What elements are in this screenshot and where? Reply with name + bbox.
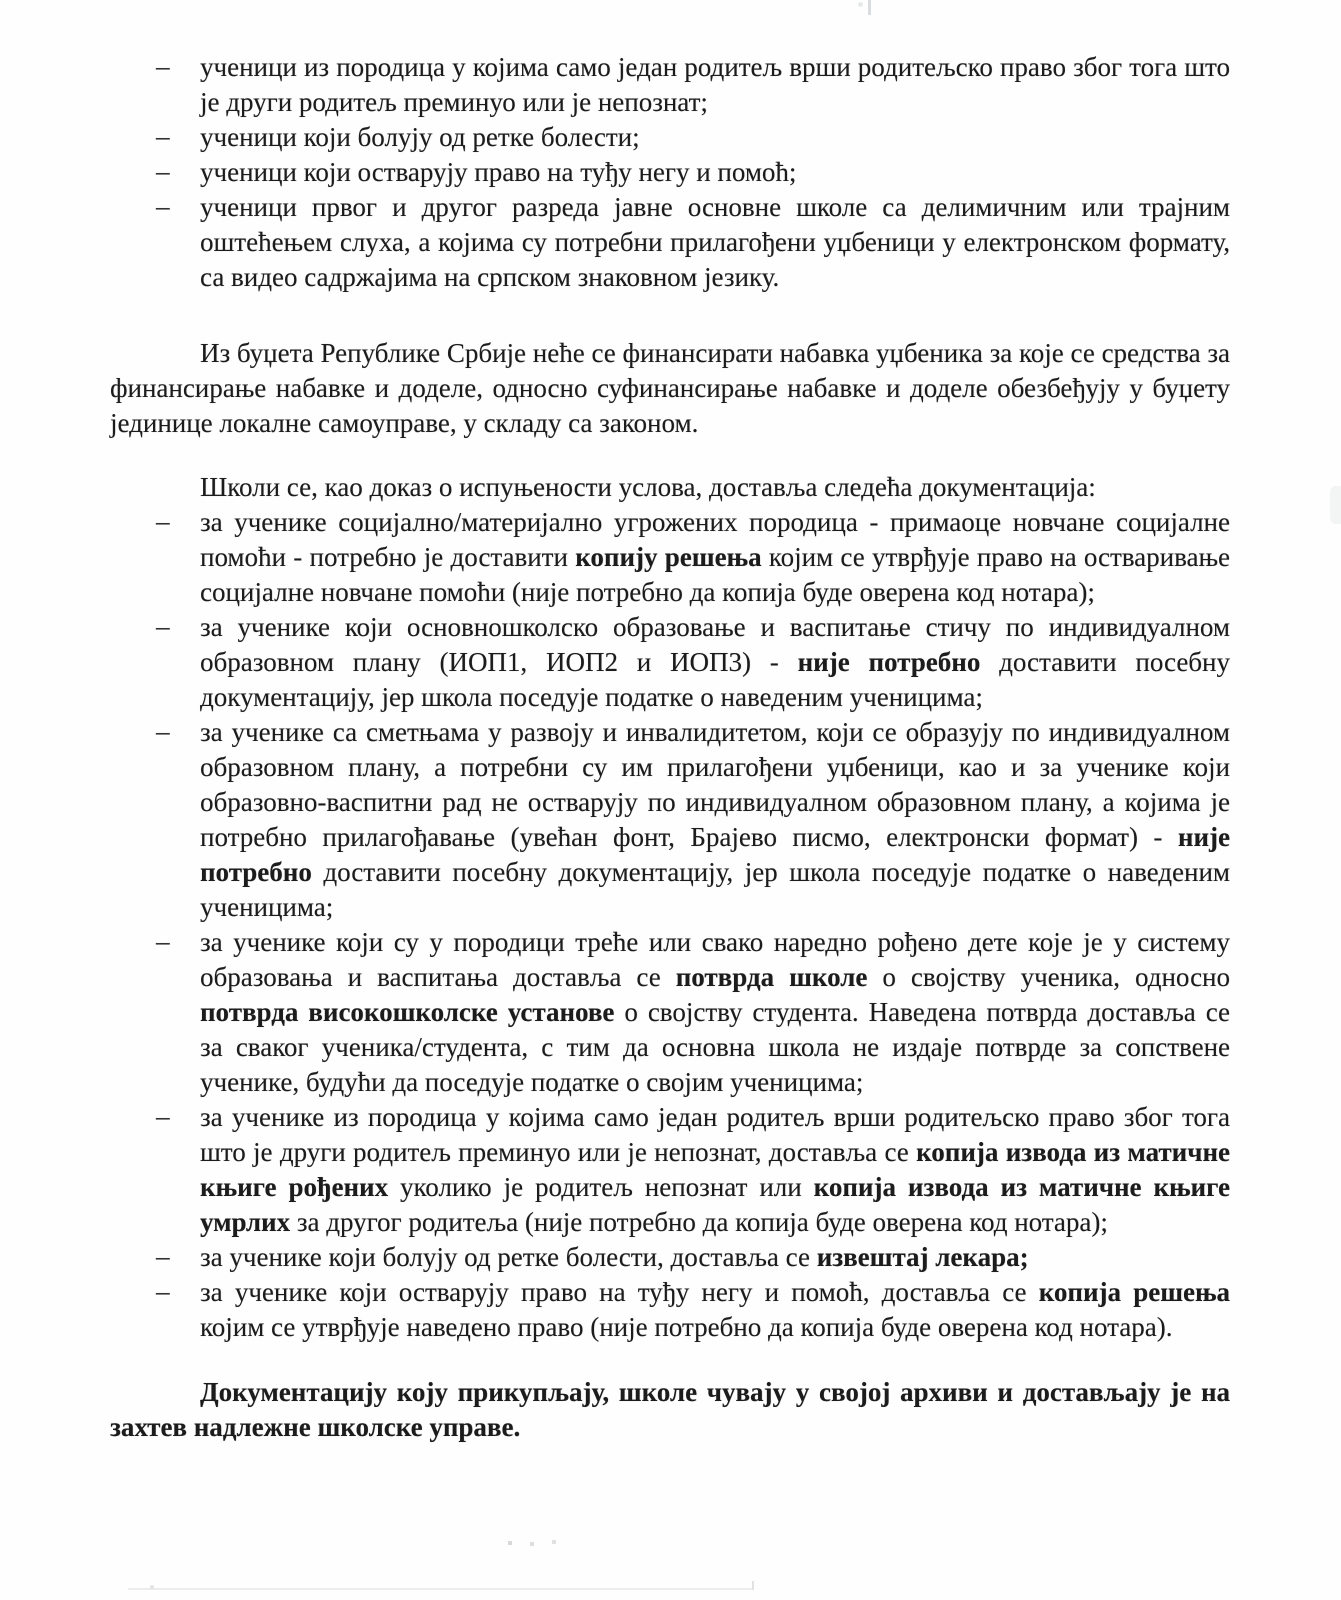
paragraph-archive: Документацију коју прикупљају, школе чувају у својој архиви и достављају је на захтев надлежне школске управе.	[110, 1377, 1230, 1442]
list-item	[110, 925, 1230, 1100]
bullet-dash: –	[156, 1276, 170, 1306]
list-item-text: за ученике који су у породици треће или свако наредно рођено дете које је у систему образовања и васпитања доставља се потврда школе о својству ученика, односно потврда високошколске установе о својству студента. Наведена потврда доставља се за сваког ученика/студента, с тим да основна школа не издаје потврде за сопствене ученике, будући да поседује податке о својим ученицима;	[200, 927, 1230, 1097]
document-content	[110, 50, 1230, 1445]
list-item	[110, 155, 1230, 190]
list-item-text: ученици који болују од ретке болести;	[200, 122, 640, 152]
list-item-text: ученици првог и другог разреда јавне основне школе са делимичним или трајним оштећењем слуха, а којима су потребни прилагођени уџбеници у електронском формату, са видео садржајима на српском знаковном језику.	[200, 192, 1230, 292]
scan-artifact	[128, 1588, 753, 1590]
bullet-dash: –	[156, 121, 170, 151]
list-item	[110, 1100, 1230, 1240]
scan-artifact	[508, 1541, 512, 1545]
paragraph-documentation-intro: Школи се, као доказ о испуњености услова, доставља следећа документација:	[200, 472, 1096, 502]
list-item	[110, 1240, 1230, 1275]
scan-artifact	[868, 0, 871, 15]
paragraph-budget: Из буџета Републике Србије неће се финансирати набавка уџбеника за које се средства за финансирање набавке и доделе, односно суфинансирање набавке и доделе обезбеђују у буџету јединице локалне самоуправе, у складу са законом.	[110, 338, 1230, 438]
list-item-text: ученици који остварују право на туђу негу и помоћ;	[200, 157, 797, 187]
list-item	[110, 50, 1230, 120]
list-item-text: ученици из породица у којима само један родитељ врши родитељско право због тога што је други родитељ преминуо или је непознат;	[200, 52, 1230, 117]
scan-artifact	[858, 2, 863, 7]
list-item-text: за ученике који основношколско образовање и васпитање стичу по индивидуалном образовном плану (ИОП1, ИОП2 и ИОП3) - није потребно доставити посебну документацију, јер школа поседује податке о наведеним ученицима;	[200, 612, 1230, 712]
bullet-dash: –	[156, 191, 170, 221]
bullet-dash: –	[156, 506, 170, 536]
bullet-dash: –	[156, 1241, 170, 1271]
list-item	[110, 190, 1230, 295]
bullet-dash: –	[156, 156, 170, 186]
list-item	[110, 1275, 1230, 1345]
list-item	[110, 610, 1230, 715]
scan-artifact	[1330, 486, 1341, 524]
bullet-dash: –	[156, 926, 170, 956]
list-item	[110, 505, 1230, 610]
list-item	[110, 120, 1230, 155]
bullet-dash: –	[156, 51, 170, 81]
documentation-list	[110, 505, 1230, 1345]
list-item-text: за ученике који болују од ретке болести, доставља се извештај лекара;	[200, 1242, 1029, 1272]
scan-artifact	[150, 1585, 154, 1589]
list-item-text: за ученике социјално/материјално угрожених породица - примаоце новчане социјалне помоћи - потребно је доставити копију решења којим се утврђује право на остваривање социјалне новчане помоћи (није потребно да копија буде оверена код нотара);	[200, 507, 1230, 607]
beneficiary-list	[110, 50, 1230, 295]
list-item-text: за ученике са сметњама у развоју и инвалидитетом, који се образују по индивидуалном образовном плану, а потребни су им прилагођени уџбеници, као и за ученике који образовно-васпитни рад не остварују по индивидуалном образовном плану, а којима је потребно прилагођавање (увећан фонт, Брајево писмо, електронски формат) - није потребно доставити посебну документацију, јер школа поседује податке о наведеним ученицима;	[200, 717, 1230, 922]
list-item-text: за ученике који остварују право на туђу негу и помоћ, доставља се копија решења којим се утврђује наведено право (није потребно да копија буде оверена код нотара).	[200, 1277, 1230, 1342]
bullet-dash: –	[156, 611, 170, 641]
list-item-text: за ученике из породица у којима само један родитељ врши родитељско право због тога што је други родитељ преминуо или је непознат, доставља се копија извода из матичне књиге рођених уколико је родитељ непознат или копија извода из матичне књиге умрлих за другог родитеља (није потребно да копија буде оверена код нотара);	[200, 1102, 1230, 1237]
bullet-dash: –	[156, 716, 170, 746]
scan-artifact	[752, 1581, 754, 1590]
list-item	[110, 715, 1230, 925]
bullet-dash: –	[156, 1101, 170, 1131]
